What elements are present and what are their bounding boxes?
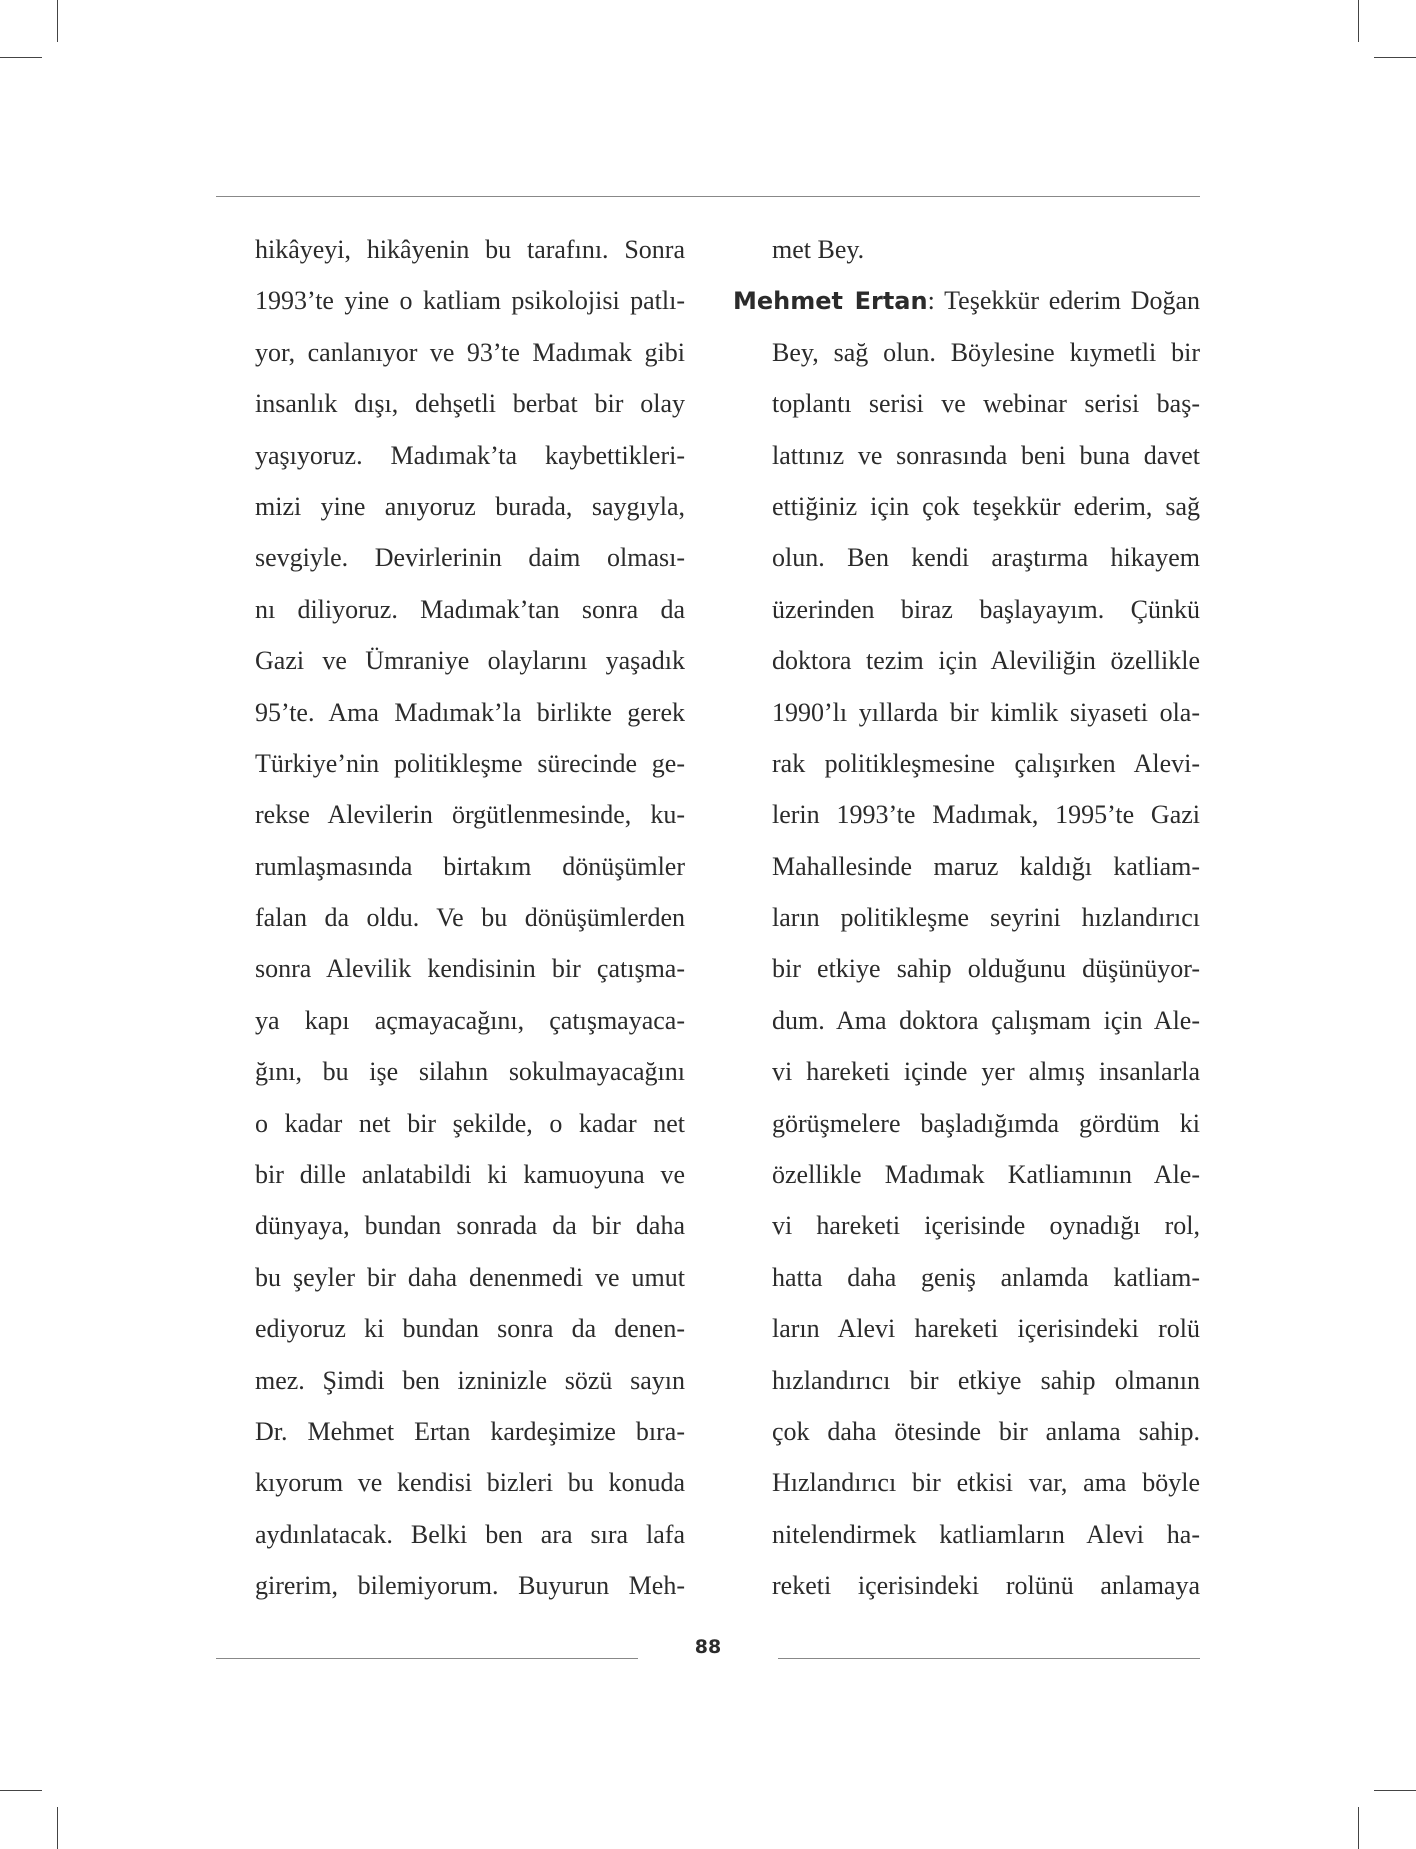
text-line: toplantı serisi ve webinar serisi baş-	[772, 389, 1200, 419]
crop-mark-bottom-left-vertical	[57, 1807, 58, 1849]
text-line: Dr. Mehmet Ertan kardeşimize bıra-	[255, 1416, 685, 1446]
footer-rule-right	[778, 1658, 1200, 1659]
crop-mark-bottom-right-vertical	[1358, 1807, 1359, 1849]
text-line: ya kapı açmayacağını, çatışmayaca-	[255, 1005, 685, 1035]
text-line: sonra Alevilik kendisinin bir çatışma-	[255, 954, 685, 984]
text-line: aydınlatacak. Belki ben ara sıra lafa	[255, 1519, 685, 1549]
text-line: ların politikleşme seyrini hızlandırıcı	[772, 903, 1200, 933]
text-line: hızlandırıcı bir etkiye sahip olmanın	[772, 1365, 1200, 1395]
text-line: reketi içerisindeki rolünü anlamaya	[772, 1571, 1200, 1601]
speaker-line	[733, 275, 1200, 326]
speaker-name: Mehmet Ertan	[733, 287, 928, 316]
text-line: bu şeyler bir daha denenmedi ve umut	[255, 1262, 685, 1292]
text-line: vi hareketi içerisinde oynadığı rol,	[772, 1211, 1200, 1241]
crop-mark-top-left-vertical	[57, 0, 58, 42]
text-line: met Bey.	[772, 235, 865, 264]
crop-mark-bottom-right-horizontal	[1374, 1790, 1416, 1791]
right-column	[733, 224, 1200, 1612]
crop-mark-bottom-left-horizontal	[0, 1790, 42, 1791]
text-line: Hızlandırıcı bir etkisi var, ama böyle	[772, 1468, 1200, 1498]
text-line: doktora tezim için Aleviliğin özellikle	[772, 646, 1200, 676]
text-line: Bey, sağ olun. Böylesine kıymetli bir	[772, 337, 1200, 367]
text-line: üzerinden biraz başlayayım. Çünkü	[772, 594, 1200, 624]
text-line: sevgiyle. Devirlerinin daim olması-	[255, 543, 685, 573]
text-line: bir dille anlatabildi ki kamuoyuna ve	[255, 1160, 685, 1190]
text-line: o kadar net bir şekilde, o kadar net	[255, 1108, 685, 1138]
text-line: görüşmelere başladığımda gördüm ki	[772, 1108, 1200, 1138]
text-line: olun. Ben kendi araştırma hikayem	[772, 543, 1200, 573]
text-line: yaşıyoruz. Madımak’ta kaybettikleri-	[255, 440, 685, 470]
text-line: ediyoruz ki bundan sonra da denen-	[255, 1314, 685, 1344]
text-line: rekse Alevilerin örgütlenmesinde, ku-	[255, 800, 685, 830]
text-line: nitelendirmek katliamların Alevi ha-	[772, 1519, 1200, 1549]
text-line: girerim, bilemiyorum. Buyurun Meh-	[255, 1571, 685, 1601]
text-line: Mahallesinde maruz kaldığı katliam-	[772, 851, 1200, 881]
text-line: yor, canlanıyor ve 93’te Madımak gibi	[255, 337, 685, 367]
crop-mark-top-right-horizontal	[1374, 57, 1416, 58]
text-line: Türkiye’nin politikleşme sürecinde ge-	[255, 748, 685, 778]
text-line: ların Alevi hareketi içerisindeki rolü	[772, 1314, 1200, 1344]
page-number: 88	[694, 1636, 722, 1658]
speaker-separator: :	[927, 286, 935, 316]
text-line: rak politikleşmesine çalışırken Alevi-	[772, 748, 1200, 778]
left-column	[255, 224, 685, 1612]
text-line: dum. Ama doktora çalışmam için Ale-	[772, 1005, 1200, 1035]
text-line: lattınız ve sonrasında beni buna davet	[772, 440, 1200, 470]
text-line: falan da oldu. Ve bu dönüşümlerden	[255, 903, 685, 933]
text-line: ettiğiniz için çok teşekkür ederim, sağ	[772, 491, 1200, 521]
text-line: bir etkiye sahip olduğunu düşünüyor-	[772, 954, 1200, 984]
text-line: mez. Şimdi ben izninizle sözü sayın	[255, 1365, 685, 1395]
text-line: çok daha ötesinde bir anlama sahip.	[772, 1416, 1200, 1446]
text-line: özellikle Madımak Katliamının Ale-	[772, 1160, 1200, 1190]
text-line: kıyorum ve kendisi bizleri bu konuda	[255, 1468, 685, 1498]
text-line: rumlaşmasında birtakım dönüşümler	[255, 851, 685, 881]
text-line: insanlık dışı, dehşetli berbat bir olay	[255, 389, 685, 419]
text-line: 1990’lı yıllarda bir kimlik siyaseti ola-	[772, 697, 1200, 727]
speaker-text: Teşekkür ederim Doğan	[944, 286, 1201, 316]
text-line: nı diliyoruz. Madımak’tan sonra da	[255, 594, 685, 624]
text-line: vi hareketi içinde yer almış insanlarla	[772, 1057, 1200, 1087]
text-line: hikâyeyi, hikâyenin bu tarafını. Sonra	[255, 235, 685, 264]
crop-mark-top-right-vertical	[1358, 0, 1359, 42]
text-line: Gazi ve Ümraniye olaylarını yaşadık	[255, 646, 685, 676]
text-line: 1993’te yine o katliam psikolojisi patlı-	[255, 286, 685, 316]
text-line: ğını, bu işe silahın sokulmayacağını	[255, 1057, 685, 1087]
header-rule	[216, 196, 1200, 197]
footer-rule-left	[216, 1658, 638, 1659]
text-line: 95’te. Ama Madımak’la birlikte gerek	[255, 697, 685, 727]
text-line: hatta daha geniş anlamda katliam-	[772, 1262, 1200, 1292]
text-line: mizi yine anıyoruz burada, saygıyla,	[255, 491, 685, 521]
text-line: lerin 1993’te Madımak, 1995’te Gazi	[772, 800, 1200, 830]
text-line: dünyaya, bundan sonrada da bir daha	[255, 1211, 685, 1241]
crop-mark-top-left-horizontal	[0, 57, 42, 58]
